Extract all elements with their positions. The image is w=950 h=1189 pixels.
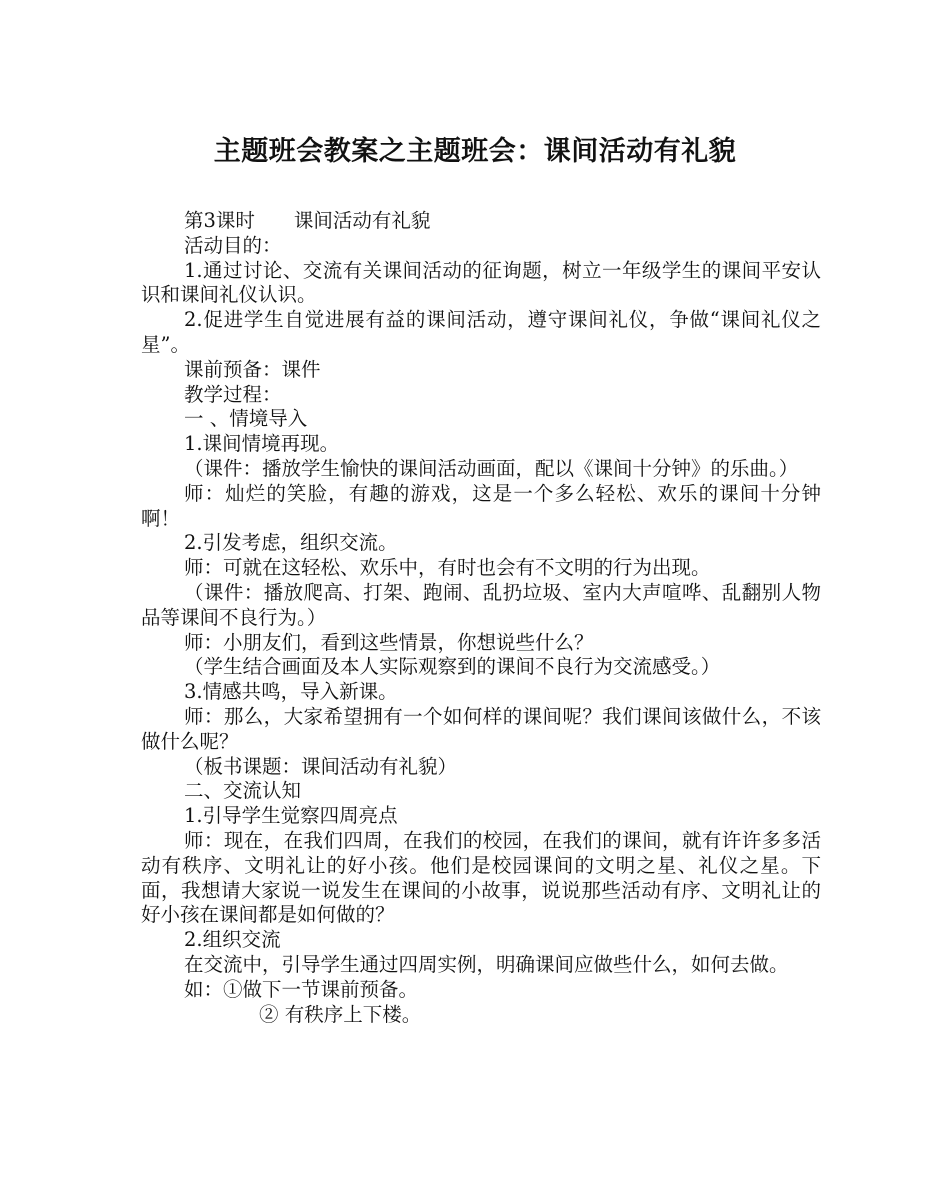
section-heading-2: 二、交流认知 bbox=[184, 779, 302, 803]
lesson-heading: 第3课时 课间活动有礼貌 bbox=[184, 209, 431, 232]
step-heading: 2.组织交流 bbox=[184, 928, 281, 952]
courseware-note: （课件：播放爬高、打架、跑闹、乱扔垃圾、室内大声喧哗、乱翻别人物品等课间不良行为。） bbox=[141, 580, 821, 629]
blackboard-note: （板书课题：课间活动有礼貌） bbox=[184, 754, 458, 778]
student-activity-note: （学生结合画面及本人实际观察到的课间不良行为交流感受。） bbox=[184, 655, 721, 679]
courseware-note: （课件：播放学生愉快的课间活动画面，配以《课间十分钟》的乐曲。） bbox=[184, 456, 799, 480]
teacher-line: 师：灿烂的笑脸，有趣的游戏，这是一个多么轻松、欢乐的课间十分钟啊！ bbox=[141, 481, 821, 530]
section-label-objectives: 活动目的： bbox=[184, 233, 282, 257]
teacher-line: 师：那么，大家希望拥有一个如何样的课间呢？我们课间该做什么，不该做什么呢？ bbox=[141, 704, 821, 753]
step-heading: 1.课间情境再现。 bbox=[184, 432, 340, 456]
section-label-process: 教学过程： bbox=[184, 382, 282, 406]
page-title: 主题班会教案之主题班会：课间活动有礼貌 bbox=[213, 136, 737, 167]
step-heading: 3.情感共鸣，导入新课。 bbox=[184, 680, 398, 704]
document-body bbox=[141, 209, 821, 1027]
objective-item-2: 2.促进学生自觉进展有益的课间活动，遵守课间礼仪，争做“课间礼仪之星”。 bbox=[141, 308, 821, 356]
example-item: ② 有秩序上下楼。 bbox=[259, 1002, 422, 1026]
step-heading: 2.引发考虑，组织交流。 bbox=[184, 531, 398, 555]
teacher-line: 师：小朋友们，看到这些情景，你想说些什么？ bbox=[184, 630, 594, 654]
section-heading-1: 一 、情境导入 bbox=[184, 407, 308, 431]
preparation-line: 课前预备：课件 bbox=[184, 357, 321, 381]
body-paragraph: 在交流中，引导学生通过四周实例，明确课间应做些什么，如何去做。 bbox=[184, 952, 789, 976]
teacher-line: 师：现在，在我们四周，在我们的校园，在我们的课间，就有许许多多活动有秩序、文明礼让的好小孩。他们是校园课间的文明之星、礼仪之星。下面，我想请大家说一说发生在课间的小故事，说说那些活动有序、文明礼让的好小孩在课间都是如何做的？ bbox=[141, 828, 821, 927]
objective-item-1: 1.通过讨论、交流有关课间活动的征询题，树立一年级学生的课间平安认识和课间礼仪认识。 bbox=[141, 258, 821, 307]
example-item: 如：①做下一节课前预备。 bbox=[184, 977, 419, 1001]
step-heading: 1.引导学生觉察四周亮点 bbox=[184, 804, 398, 828]
teacher-line: 师：可就在这轻松、欢乐中，有时也会有不文明的行为出现。 bbox=[184, 556, 711, 580]
